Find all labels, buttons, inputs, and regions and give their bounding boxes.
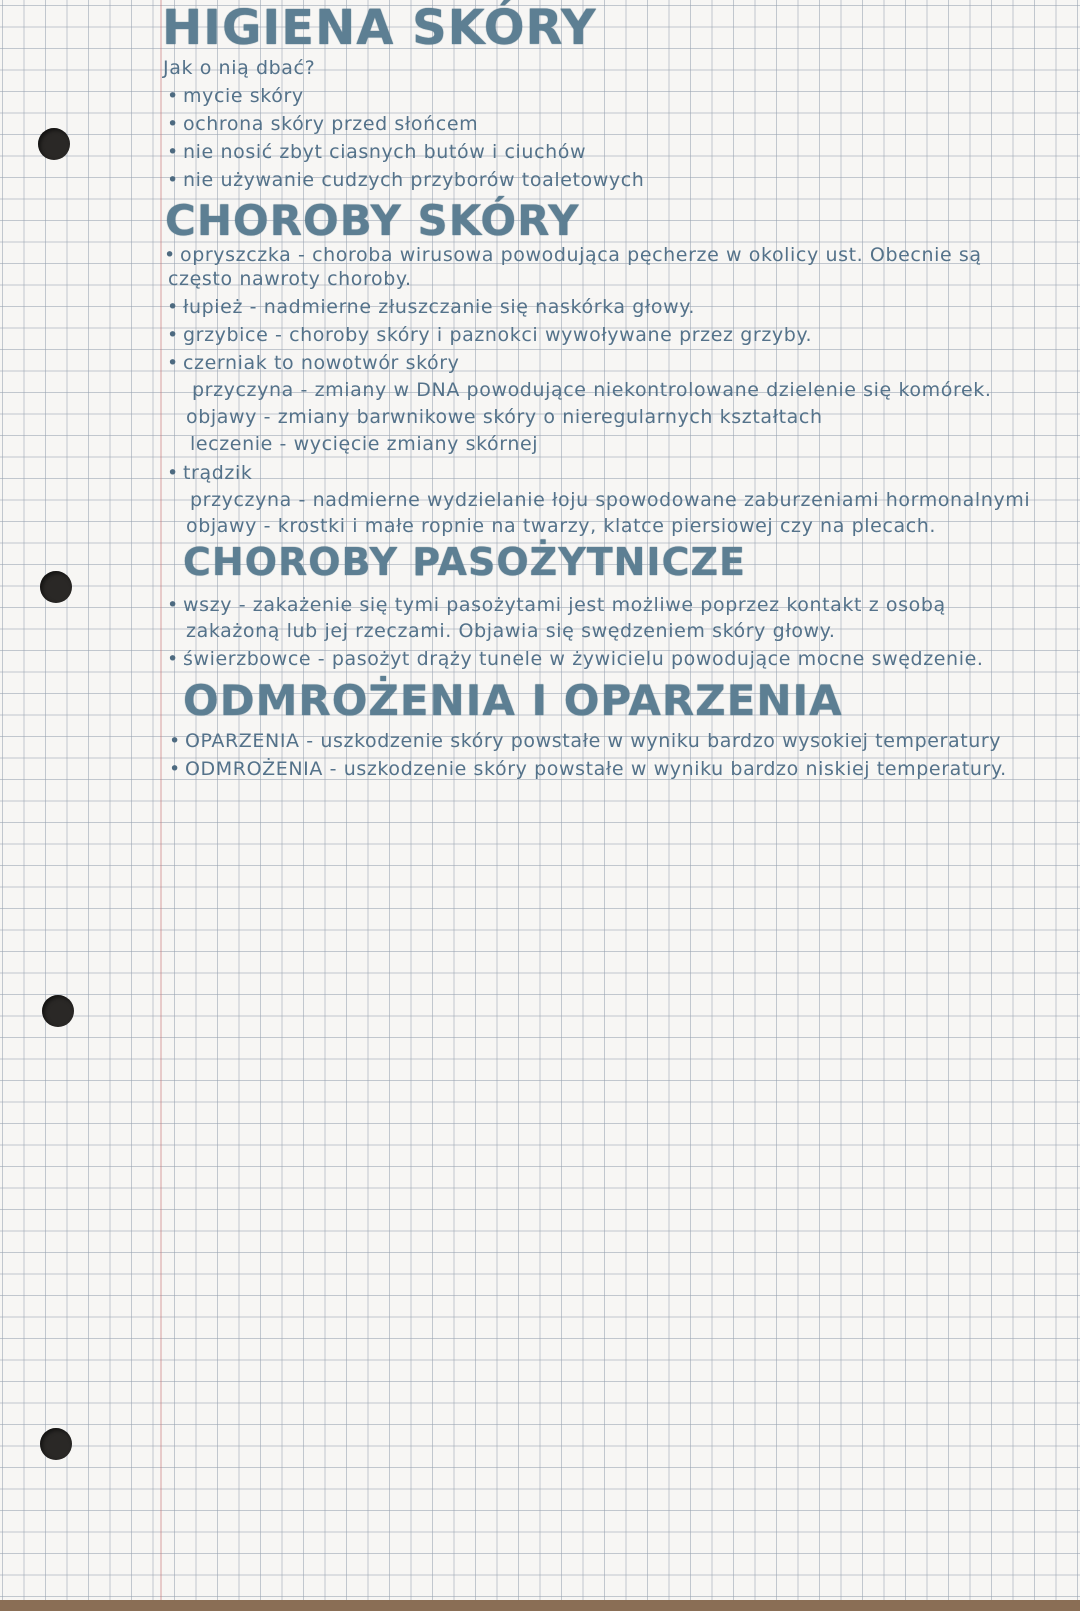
page-bottom-edge bbox=[0, 1600, 1080, 1611]
punch-hole bbox=[40, 571, 72, 603]
list-item: • opryszczka - choroba wirusowa powodująca pęcherze w okolicy ust. Obecnie są bbox=[180, 244, 982, 266]
list-item: • nie nosić zbyt ciasnych butów i ciuchów bbox=[183, 141, 586, 163]
list-item: • trądzik bbox=[183, 462, 252, 484]
punch-hole bbox=[42, 995, 74, 1027]
text-line: objawy - zmiany barwnikowe skóry o nieregularnych kształtach bbox=[186, 406, 823, 428]
list-item: • łupież - nadmierne złuszczanie się naskórka głowy. bbox=[183, 296, 695, 318]
intro-question: Jak o nią dbać? bbox=[163, 57, 316, 79]
heading-pasozyty: CHOROBY PASOŻYTNICZE bbox=[183, 540, 746, 584]
text-line: przyczyna - zmiany w DNA powodujące niekontrolowane dzielenie się komórek. bbox=[192, 379, 992, 401]
heading-higiena: HIGIENA SKÓRY bbox=[162, 0, 597, 56]
list-item: • OPARZENIA - uszkodzenie skóry powstałe w wyniku bardzo wysokiej temperatury bbox=[185, 730, 1001, 752]
text-line: często nawroty choroby. bbox=[168, 268, 412, 290]
list-item: • ODMROŻENIA - uszkodzenie skóry powstałe w wyniku bardzo niskiej temperatury. bbox=[185, 758, 1007, 780]
list-item: • wszy - zakażenie się tymi pasożytami jest możliwe poprzez kontakt z osobą bbox=[183, 594, 946, 616]
heading-odmrozenia: ODMROŻENIA I OPARZENIA bbox=[183, 676, 843, 725]
list-item: • nie używanie cudzych przyborów toaletowych bbox=[183, 169, 644, 191]
text-line: zakażoną lub jej rzeczami. Objawia się swędzeniem skóry głowy. bbox=[186, 620, 836, 642]
list-item: • świerzbowce - pasożyt drąży tunele w żywicielu powodujące mocne swędzenie. bbox=[183, 648, 984, 670]
text-line: przyczyna - nadmierne wydzielanie łoju spowodowane zaburzeniami hormonalnymi bbox=[190, 489, 1031, 511]
heading-choroby-skory: CHOROBY SKÓRY bbox=[165, 196, 580, 245]
punch-hole bbox=[38, 128, 70, 160]
punch-hole bbox=[40, 1428, 72, 1460]
list-item: • ochrona skóry przed słońcem bbox=[183, 113, 478, 135]
text-line: leczenie - wycięcie zmiany skórnej bbox=[190, 433, 539, 455]
list-item: • mycie skóry bbox=[183, 85, 304, 107]
text-line: objawy - krostki i małe ropnie na twarzy, klatce piersiowej czy na plecach. bbox=[186, 515, 937, 537]
margin-line bbox=[160, 0, 162, 1600]
list-item: • grzybice - choroby skóry i paznokci wywoływane przez grzyby. bbox=[183, 324, 812, 346]
list-item: • czerniak to nowotwór skóry bbox=[183, 352, 460, 374]
